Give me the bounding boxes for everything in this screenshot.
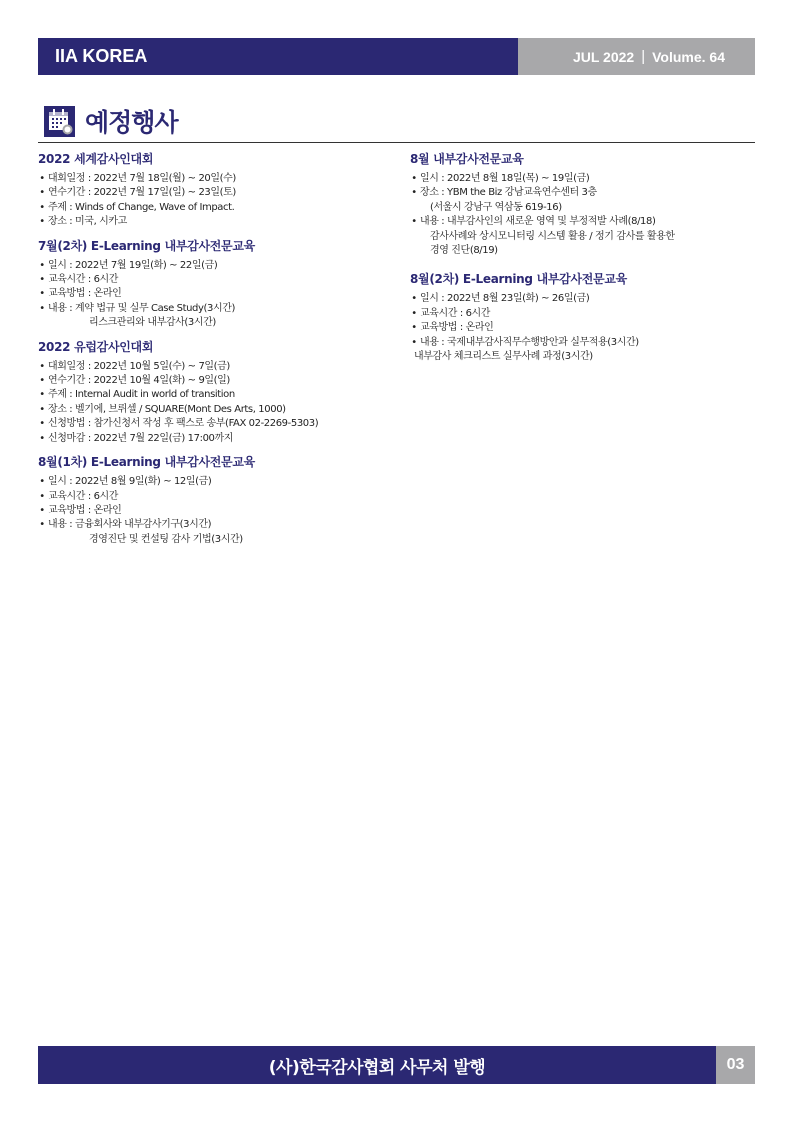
section-title: 8월(1차) E-Learning 내부감사전문교육 bbox=[38, 455, 255, 470]
publisher-text: (사)한국감사협회 사무처 발행 bbox=[38, 1046, 716, 1084]
list-item: • 장소 : 벨기에, 브뤼셀 / SQUARE(Mont Des Arts, 1000) bbox=[39, 403, 286, 415]
list-item-continuation: 리스크관리와 내부감사(3시간) bbox=[89, 317, 216, 329]
left-column bbox=[38, 152, 383, 556]
page-number: 03 bbox=[716, 1046, 755, 1084]
list-item: • 주제 : Winds of Change, Wave of Impact. bbox=[39, 201, 235, 213]
list-item: • 내용 : 국제내부감사직무수행방안과 실무적용(3시간) 내부감사 체크리스트 실무사례 과정(3시간) bbox=[410, 336, 755, 365]
list-item: • 교육방법 : 온라인 bbox=[411, 322, 494, 334]
list-item: • 내용 : 내부감사인의 새로운 영역 및 부정적발 사례(8/18) 감사사례와 상시모니터링 시스템 활용 / 정기 감사를 활용한 경영 진단(8/19) bbox=[410, 215, 755, 258]
list-item: • 교육방법 : 온라인 bbox=[39, 504, 122, 516]
list-item-continuation: (서울시 강남구 역삼동 619-16) bbox=[430, 201, 562, 213]
list-item: • 일시 : 2022년 8월 9일(화) ~ 12일(금) bbox=[39, 476, 212, 488]
event-europe-conference bbox=[38, 340, 383, 446]
section-title: 2022 유럽감사인대회 bbox=[38, 339, 154, 354]
section-title: 2022 세계감사인대회 bbox=[38, 152, 154, 166]
page-title: 예정행사 bbox=[85, 108, 178, 137]
issue-date: JUL 2022 bbox=[572, 48, 635, 65]
event-aug1-elearning bbox=[38, 455, 383, 547]
list-item-continuation: 경영진단 및 컨설팅 감사 기법(3시간) bbox=[89, 533, 243, 545]
list-item: • 교육시간 : 6시간 bbox=[39, 490, 119, 502]
list-item: • 신청방법 : 참가신청서 작성 후 팩스로 송부(FAX 02-2269-5303) bbox=[39, 418, 319, 430]
list-item: • 내용 : 금융회사와 내부감사기구(3시간) 경영진단 및 컨설팅 감사 기법(3시간) bbox=[38, 518, 383, 547]
list-item: • 대회일정 : 2022년 7월 18일(월) ~ 20일(수) bbox=[39, 173, 236, 184]
list-item: • 교육시간 : 6시간 bbox=[39, 274, 119, 286]
list-item: • 대회일정 : 2022년 10월 5일(수) ~ 7일(금) bbox=[39, 360, 230, 372]
list-item: • 연수기간 : 2022년 7월 17일(일) ~ 23일(토) bbox=[39, 187, 236, 199]
title-row bbox=[38, 100, 755, 143]
list-item-continuation: 경영 진단(8/19) bbox=[430, 245, 498, 257]
list-item: • 주제 : Internal Audit in world of transition bbox=[39, 389, 235, 401]
event-world-conference bbox=[38, 152, 383, 230]
event-aug2-elearning bbox=[410, 272, 755, 364]
section-title: 8월 내부감사전문교육 bbox=[410, 152, 524, 166]
list-item-continuation: 감사사례와 상시모니터링 시스템 활용 / 정기 감사를 활용한 bbox=[430, 230, 675, 242]
list-item: • 장소 : 미국, 시카고 bbox=[39, 216, 127, 228]
calendar-icon bbox=[44, 106, 75, 137]
list-item: • 일시 : 2022년 8월 23일(화) ~ 26일(금) bbox=[411, 293, 590, 305]
brand-name: IIA KOREA bbox=[38, 38, 518, 75]
issue-separator: | bbox=[641, 48, 646, 65]
event-aug-training bbox=[410, 152, 755, 258]
list-item: • 내용 : 계약 법규 및 실무 Case Study(3시간) 리스크관리와 내부감사(3시간) bbox=[38, 302, 383, 331]
list-item: • 연수기간 : 2022년 10월 4일(화) ~ 9일(일) bbox=[39, 375, 230, 387]
issue-info bbox=[518, 38, 755, 75]
right-column bbox=[410, 152, 755, 373]
section-title: 8월(2차) E-Learning 내부감사전문교육 bbox=[410, 272, 627, 287]
list-item: • 신청마감 : 2022년 7월 22일(금) 17:00까지 bbox=[39, 432, 234, 444]
list-item-continuation: 내부감사 체크리스트 실무사례 과정(3시간) bbox=[414, 351, 593, 363]
issue-volume: Volume. 64 bbox=[652, 48, 725, 65]
event-july-elearning bbox=[38, 239, 383, 331]
list-item: • 일시 : 2022년 8월 18일(목) ~ 19일(금) bbox=[411, 173, 590, 184]
list-item: • 교육시간 : 6시간 bbox=[411, 307, 491, 319]
list-item: • 장소 : YBM the Biz 강남교육연수센터 3층 (서울시 강남구 역삼동 619-16) bbox=[410, 186, 755, 215]
page-footer bbox=[38, 1046, 755, 1084]
list-item: • 교육방법 : 온라인 bbox=[39, 288, 122, 300]
page-header bbox=[38, 38, 755, 75]
section-title: 7월(2차) E-Learning 내부감사전문교육 bbox=[38, 238, 255, 253]
list-item: • 일시 : 2022년 7월 19일(화) ~ 22일(금) bbox=[39, 259, 218, 271]
